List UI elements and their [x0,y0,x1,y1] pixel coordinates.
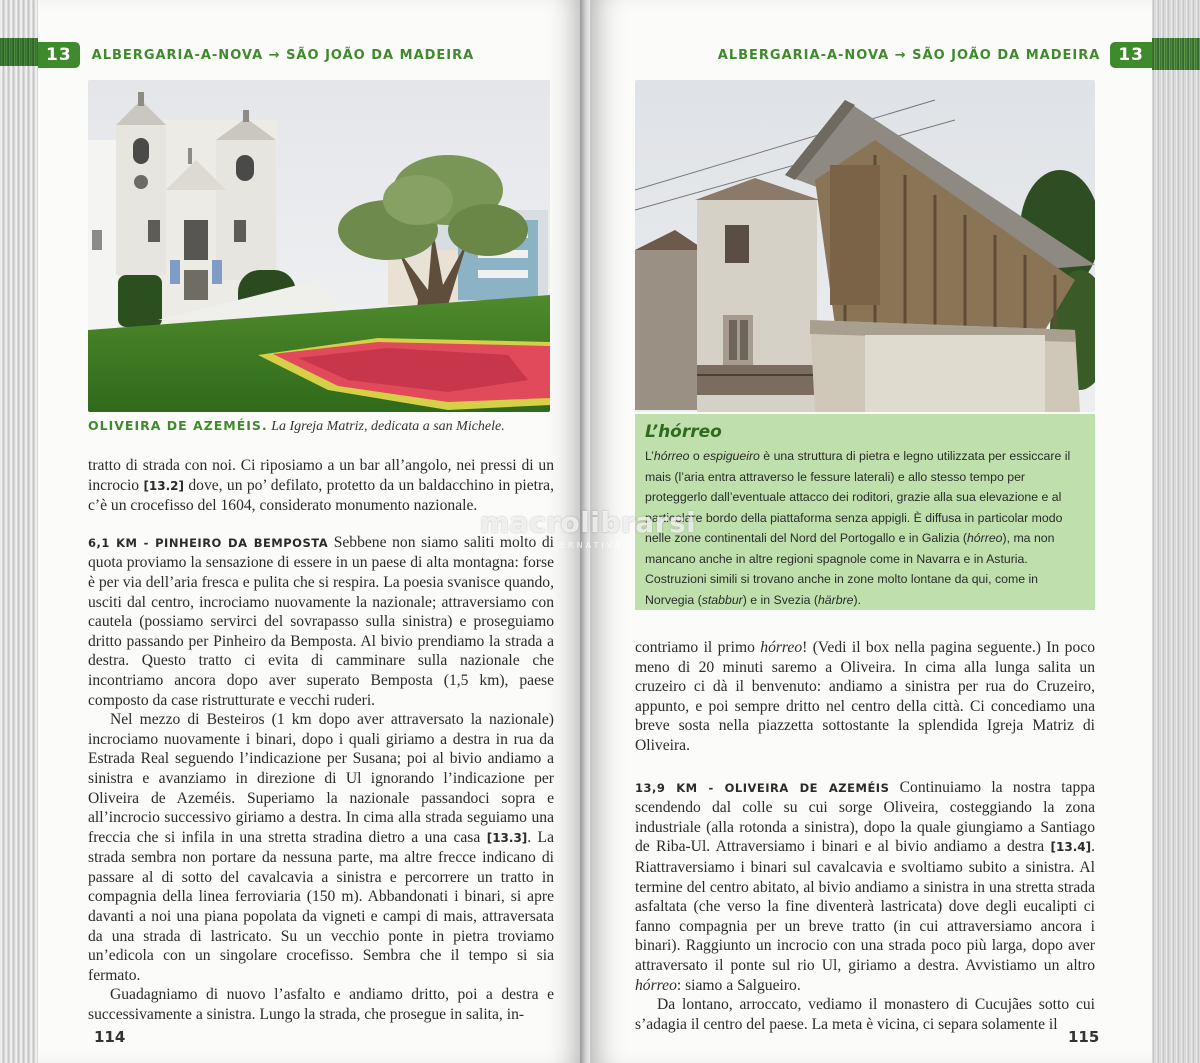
page-number-left: 114 [94,1028,126,1046]
paragraph [88,985,554,1024]
text-run: . Riattraversiamo i binari sul cavalcavia e svoltiamo subito a sinistra. Al termine del centro abitato, al bivio andiamo a sinistra in una stretta strada asfaltata (che verso la fine diventerà lastricata) dove degli eucalipti ci fanno compagnia per un breve tratto (in cui attraversiamo ancora i binari). Raggiunto un incrocio con una strada poco più larga, dopo aver attraversato il ponte sul rio Ul, giriamo a destra. Avvistiamo un altro [635,838,1095,974]
chapter-number-badge: 13 [38,42,80,68]
info-box-horreo [635,414,1095,610]
left-running-header [38,42,558,68]
italic-term: hórreo [653,449,690,463]
italic-term: hórreo [635,976,677,994]
text-run: dove, un po’ defilato, protetto da un baldacchino in pietra, c’è un crocefisso del 1604, considerato monumento nazionale. [88,476,554,515]
text-run: è una struttura di pietra e legno utilizzata per essiccare il mais (l’aria entra attraverso le fessure laterali) e allo stesso tempo per proteggerlo dall’eventuale attacco dei roditori, grazie alla sua elevazione e al particolare bordo della piattaforma senza appigli. È diffusa in particolar modo nelle zone continentali del Nord del Portogallo e in Galizia ( [645,449,1071,545]
chapter-tab-edge-right [1150,38,1200,70]
header-title: ALBERGARIA-A-NOVA → SÃO JOÃO DA MADEIRA [717,47,1101,63]
page-number-right: 115 [1068,1028,1100,1046]
section-heading: 13,9 KM - OLIVEIRA DE AZEMÉIS [635,780,890,795]
text-run: ! (Vedi il box nella pagina seguente.) In poco meno di 20 minuti saremo a Oliveira. In cima alla lunga salita un cruzeiro ci dà il benvenuto: andiamo a sinistra per rua do Cruzeiro, appunto, e poi sempre dritto nel centro della città. Ci concediamo una breve sosta nella piazzetta sottostante la splendida Igreja Matriz di Oliveira. [635,639,1095,754]
section-paragraph [88,533,554,710]
left-body-text [88,456,554,1025]
paragraph [635,638,1095,756]
italic-term: stabbur [701,592,743,607]
text-run: ), ma non mancano anche in altre regioni spagnole come in Navarra e in Asturia. [645,531,1055,566]
right-running-header [717,42,1152,68]
header-title: ALBERGARIA-A-NOVA → SÃO JOÃO DA MADEIRA [91,47,475,63]
text-run: L’ [645,449,654,463]
italic-term: härbre [817,592,854,607]
right-body-text [635,638,1095,1034]
paragraph [88,710,554,985]
text-run: Costruzioni simili si trovano anche in zone molto lontane da qui, come in Norvegia ( [645,572,1039,607]
section-paragraph [635,778,1095,996]
italic-term: hórreo [760,639,803,656]
text-run: ) e in Svezia ( [742,592,818,607]
paragraph [635,995,1095,1034]
route-reference: [13.4] [1050,840,1092,855]
watermark-tagline: ERNATIVA [560,541,624,550]
caption-place: OLIVEIRA DE AZEMÉIS. [88,418,268,433]
info-box-title: L’hórreo [645,422,722,442]
text-run: o [689,449,704,463]
text-run: Sebbene non siamo saliti molto di quota proviamo la sensazione di essere in un paese di alta montagna: forse è per via dell’aria fresca e pulita che si respira. La poesia svanisce quando, usciti dal centro, incrociamo nuovamente la nazionale; attraversiamo con cautela (possiamo servirci del sovrapasso sulla sinistra) e proseguiamo dritto passando per Pinheiro da Bemposta. Al bivio prendiamo la strada a destra. Questo tratto ci evita di camminare sulla nazionale che incontriamo ancora dopo aver superato Bemposta (1,5 km), paese composto da case ristrutturate e vecchi ruderi. [88,533,554,709]
watermark-logo: macrolibrarsi [480,506,697,539]
chapter-number-badge: 13 [1110,42,1152,68]
info-box-body [645,446,1085,610]
section-heading: 6,1 KM - PINHEIRO DA BEMPOSTA [88,535,329,550]
photo-caption [88,418,568,435]
route-reference: [13.3] [486,830,528,845]
italic-term: espigueiro [703,449,760,463]
text-run: : siamo a Salgueiro. [676,976,801,994]
horreo-photo [635,80,1095,412]
chapter-tab-edge-left [0,38,42,66]
page-edges-right [1150,0,1200,1063]
text-run: Nel mezzo di Besteiros (1 km dopo aver attraversato la nazionale) incrociamo nuovamente i binari, dopo i quali giriamo a destra in rua da Estrada Real seguendo l’indicazione per Susana; poi al bivio andiamo a sinistra e avanziamo in direzione di Ul ignorando l’indicazione per Oliveira de Azeméis. Superiamo la nazionale passandoci sopra e all’incrocio successivo giriamo a destra. In cima alla strada seguiamo una freccia che si infila in una stretta stradina dietro a una casa [88,711,554,846]
text-run: tratto di strada con noi. Ci riposiamo a un bar all’angolo, nei pressi di un incrocio [88,457,554,494]
caption-text: La Igreja Matriz, dedicata a san Michele. [271,419,505,434]
text-run: Guadagniamo di nuovo l’asfalto e andiamo dritto, poi a destra e successivamente a sinistra. Lungo la strada, che prosegue in salita, in- [88,986,554,1024]
church-photo [88,80,550,412]
text-run: ). [853,592,862,607]
page-edges-left [0,0,42,1063]
route-reference: [13.2] [143,478,185,493]
text-run: Da lontano, arroccato, vediamo il monastero di Cucujães sotto cui s’adagia il centro del paese. La meta è vicina, ci separa solamente il [635,996,1095,1033]
text-run: . La strada sembra non portare da nessuna parte, ma altre frecce indicano di passare al di sotto del cavalcavia a sinistra e percorrere un tratto in compagnia della linea ferroviaria (150 m). Abbandonati i binari, si apre davanti a noi una piana popolata da vigneti e campi di mais, attraversata da una strada di lastricato. Su un vecchio ponte in pietra troviamo un’edicola con un singolare crocefisso. Sembra che il tempo si sia fermato. [88,828,555,984]
text-run: Continuiamo la nostra tappa scendendo dal colle su cui sorge Oliveira, costeggiando la zona industriale (alla rotonda a sinistra), dopo la quale giungiamo a Santiago de Riba-Ul. Attraversiamo i binari e al bivio andiamo a destra [635,778,1095,856]
italic-term: hórreo [966,531,1003,545]
text-run: contriamo il primo [635,639,761,656]
